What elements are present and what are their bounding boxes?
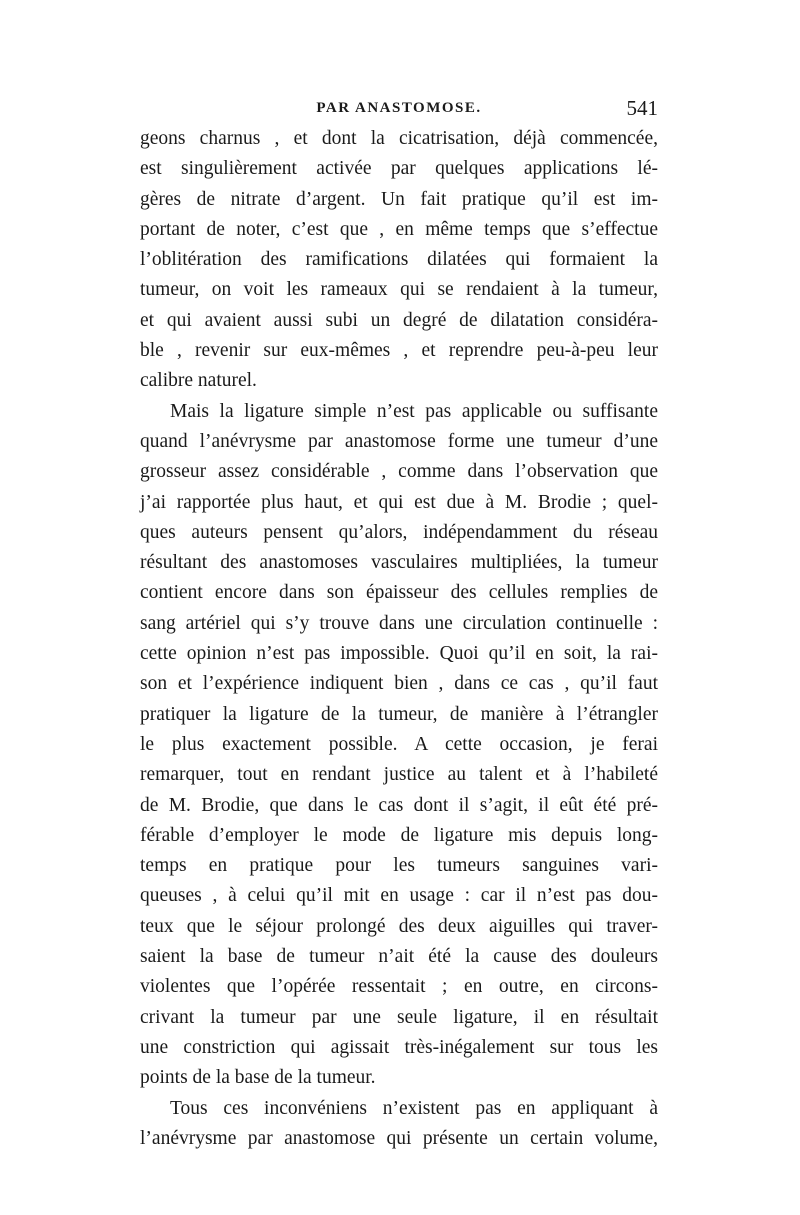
text-line: cette opinion n’est pas impossible. Quoi qu’il en soit, la rai- bbox=[140, 643, 658, 665]
text-line: férable d’employer le mode de ligature mis depuis long- bbox=[140, 824, 658, 846]
text-line: et qui avaient aussi subi un degré de dilatation considéra- bbox=[140, 309, 658, 331]
text-line: son et l’expérience indiquent bien , dans ce cas , qu’il faut bbox=[140, 673, 658, 695]
text-line: le plus exactement possible. A cette occasion, je ferai bbox=[140, 733, 658, 755]
text-line: calibre naturel. bbox=[140, 370, 257, 392]
text-line: est singulièrement activée par quelques applications lé- bbox=[140, 158, 658, 180]
text-line: sang artériel qui s’y trouve dans une circulation continuelle : bbox=[140, 612, 658, 634]
text-line: remarquer, tout en rendant justice au talent et à l’habileté bbox=[140, 764, 658, 786]
text-line: quand l’anévrysme par anastomose forme une tumeur d’une bbox=[140, 430, 658, 452]
text-line: grosseur assez considérable , comme dans l’observation que bbox=[140, 461, 658, 483]
text-line: Mais la ligature simple n’est pas applicable ou suffisante bbox=[170, 400, 658, 422]
text-line: gères de nitrate d’argent. Un fait pratique qu’il est im- bbox=[140, 188, 658, 210]
text-line: Tous ces inconvéniens n’existent pas en appliquant à bbox=[170, 1097, 658, 1119]
text-line: l’anévrysme par anastomose qui présente un certain volume, bbox=[140, 1127, 658, 1149]
text-line: pratiquer la ligature de la tumeur, de manière à l’étrangler bbox=[140, 703, 658, 725]
text-line: ble , revenir sur eux-mêmes , et reprendre peu-à-peu leur bbox=[140, 340, 658, 362]
text-line: crivant la tumeur par une seule ligature, il en résultait bbox=[140, 1006, 658, 1028]
text-line: contient encore dans son épaisseur des cellules remplies de bbox=[140, 582, 658, 604]
text-line: violentes que l’opérée ressentait ; en outre, en circons- bbox=[140, 976, 658, 998]
text-line: saient la base de tumeur n’ait été la cause des douleurs bbox=[140, 946, 658, 968]
page-number: 541 bbox=[626, 96, 658, 120]
text-line: portant de noter, c’est que , en même temps que s’effectue bbox=[140, 218, 658, 240]
text-line: points de la base de la tumeur. bbox=[140, 1067, 376, 1089]
running-head bbox=[140, 96, 658, 124]
text-line: queuses , à celui qu’il mit en usage : car il n’est pas dou- bbox=[140, 885, 658, 907]
text-line: de M. Brodie, que dans le cas dont il s’agit, il eût été pré- bbox=[140, 794, 658, 816]
body-text bbox=[140, 124, 658, 1154]
text-line: geons charnus , et dont la cicatrisation, déjà commencée, bbox=[140, 128, 658, 149]
text-line: j’ai rapportée plus haut, et qui est due à M. Brodie ; quel- bbox=[140, 491, 658, 513]
text-line: résultant des anastomoses vasculaires multipliées, la tumeur bbox=[140, 552, 658, 574]
text-line: ques auteurs pensent qu’alors, indépendamment du réseau bbox=[140, 521, 658, 543]
text-line: l’oblitération des ramifications dilatées qui formaient la bbox=[140, 249, 658, 271]
text-line: une constriction qui agissait très-inégalement sur tous les bbox=[140, 1036, 658, 1058]
text-line: tumeur, on voit les rameaux qui se rendaient à la tumeur, bbox=[140, 279, 658, 301]
running-title: PAR ANASTOMOSE. bbox=[316, 100, 482, 116]
text-line: teux que le séjour prolongé des deux aiguilles qui traver- bbox=[140, 915, 658, 937]
text-line: temps en pratique pour les tumeurs sanguines vari- bbox=[140, 855, 658, 877]
